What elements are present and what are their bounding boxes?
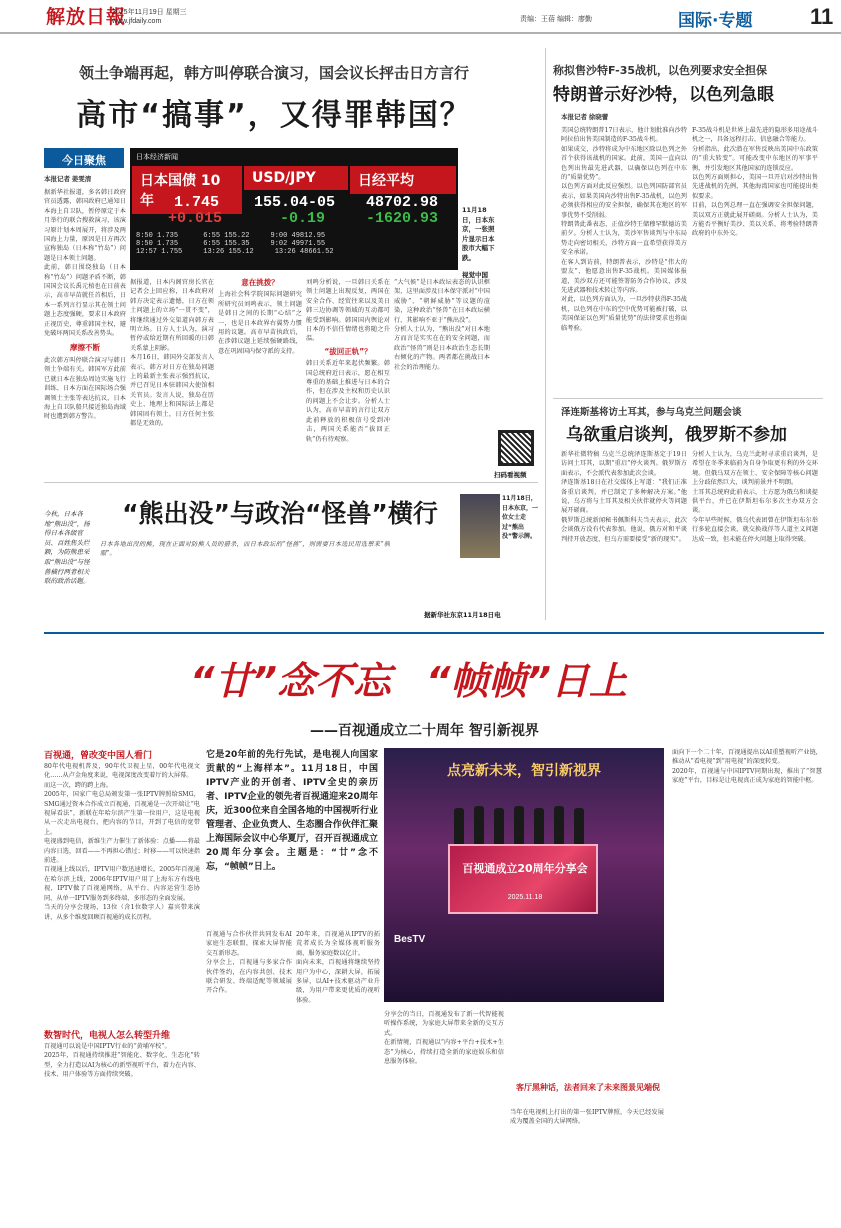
paragraph: 当年在电视机上打出的第一张IPTV牌照，今天已经发展成为覆盖全国的大屏网络。 [510,1109,664,1126]
ticker-cell: 9:00 [270,232,288,240]
paragraph: 百视通上线以后，IPTV用户数迅速增长，2005年百视通在哈尔滨上线，2006年IPTV用户用了上海东方有线电视，IPTV做了百视通网络，从平台、内容运营生态协同，从单一IPTV服务到多终端、多形态的全面发展。 [44,866,200,902]
market-ticker-photo [130,148,458,270]
ukraine-article-title: 乌欲重启谈判，俄罗斯不参加 [566,425,787,445]
paragraph: 韩日关系近年来起伏频繁。韩国总统府近日表示，愿在相互尊重的基础上推进与日本的合作，但在涉及主权和历史认识的问题上不会让步。分析人士认为，高市早苗的言行让双方此前释放的积极信号受到冲击，两国关系能否“拔回正轨”仍有待观察。 [306,360,390,443]
bestv-headline-part1: “廿”念不忘 [190,659,391,703]
paragraph: 此前，韩日围绕独岛（日本称“竹岛”）问题矛盾不断，韩国国会议长禹元植也在日前表示，高市早苗就任首相后，日本一系列言行显示其在领土问题上态度强硬，要求日本政府正视历史，尊重韩国主权，避免破坏两国关系改善势头。 [44,264,126,338]
paragraph: 特朗普此番表态，正值沙特王储穆罕默德访美前夕。分析人士认为，美沙军售谈判与中东局势走向密切相关，沙特方面一直希望获得美方安全承诺。 [561,221,687,257]
bestv-section2-head: 数智时代，电视人怎么转型升维 [44,1031,171,1041]
paragraph: 今年早些时候，俄乌代表团曾在伊斯坦布尔举行多轮直接会谈，就交换战俘等人道主义问题达成一致，但未能在停火问题上取得突破。 [692,516,818,543]
ticker-photo-credit: 视觉中国 [462,271,488,279]
bestv-subtitle: ——百视通成立二十周年 智引新视界 [310,723,539,739]
ticker-cell: 1.735 [157,240,179,248]
bestv-col4-text [384,1010,504,1222]
bear-article-body [100,540,390,602]
paragraph: 对此，以色列方面认为，一旦沙特获得F-35战机，以色列在中东的空中优势可能被打破，以美国保证以色列“质量优势”的法律要求也将面临考验。 [561,296,687,332]
saudi-article-col1 [561,126,687,388]
ticker-cell: 1.755 [161,248,183,256]
bestv-col1b-text [44,1042,200,1222]
ticker-photo-caption: 11月18日，日本东京，一张照片显示日本股市大幅下跌。 [462,206,495,262]
column-divider [545,48,546,620]
paragraph: 新华社微特稿 乌克兰总统泽连斯基定于19日访问土耳其，以期“重启”停火谈判。俄罗斯方面表示，不会派代表参加此次会谈。 [561,451,687,477]
ticker-cell: 6:55 [203,240,221,248]
section-subhead: 摩擦不断 [70,342,100,352]
section-subhead: “拔回正轨”？ [324,346,372,356]
ticker-change-usdjpy: -0.19 [280,210,326,227]
qr-code-icon[interactable] [498,430,534,466]
ticker-cell: 13:26 [274,248,296,256]
bestv-event-photo [384,748,664,1002]
japan-article-col5 [394,278,490,468]
bear-article-title: “熊出没”与政治“怪兽”横行 [122,499,438,528]
paragraph: 目前，以色列总理一直在强调安全担保问题，美以双方正就此展开磋商。分析人士认为，美方能否平衡好美沙、美以关系，将考验特朗普政府的中东外交。 [692,202,818,238]
photo-banner: 点亮新未来，智引新视界 [447,763,601,779]
issue-date: 2025年11月19日 星期三 [112,9,187,16]
paragraph: 俄罗斯总统新闻秘书佩斯科夫当天表示，此次会谈俄方没有代表参加。他说，俄方对和平谈判持开放态度，但乌方需要接受“新的现实”。 [561,516,687,543]
japan-article-subtitle: 领土争端再起，韩方叫停联合演习，国会议长抨击日方言行 [78,64,469,82]
stage-screen [448,844,598,914]
japan-article-col1 [44,188,126,470]
paragraph: 当天的分享会现场，13位（含1位数字人）嘉宾带来演讲，从多个维度回顾百视通的成长历程。 [44,904,200,921]
bestv-col3-text [296,930,380,1222]
paragraph: 百视通与合作伙伴共同发布AI家庭生态联盟，探索大屏智能交互新形态。 [206,931,292,957]
ticker-header-bond: 日本国债 10年 [132,166,242,214]
ticker-cell: 9:02 [270,240,288,248]
paragraph: 据新华社报道，多名韩日政府官员透露，韩国政府已通知日本海上自卫队，暂停原定于本月举行的联合搜救演习，该演习原计划本周展开，将涉及两国海上力量，原因是日方再次宣称独岛（日本称“竹岛”）问题是日本领土问题。 [44,189,126,262]
person-figure [514,806,524,844]
paragraph: 80年代电视机普及，90年代卫视上星，00年代电视文化……从卢金角度来说，电视深度改变着厅的大屏幕。 [44,763,200,780]
ticker-change-nikkei: -1620.93 [366,210,439,227]
japan-article-col3 [218,278,302,470]
paragraph: 分析指出，此次潜在军售反映出美国中东政策的“重大转变”。可能改变中东地区的军事平衡，并引发地区其他国家的连锁反应。 [692,145,818,172]
paragraph: 日本各地出没的熊，现在正面对防熊人员的猎杀，而日本政坛的“怪兽”，则需要日本选民用选票来“驯服”。 [100,541,390,558]
ticker-cell: 49812.95 [291,232,326,240]
ticker-rows [136,232,452,256]
saudi-article-byline: 本报记者 徐晓蕾 [561,114,609,121]
bestv-headline [190,650,710,720]
paragraph: 分析人士认为，“熊出没”对日本地方而言是实实在在的安全问题，而政治“怪兽”则是日本政治生态长期右倾化的产物。两者都在挑战日本社会的治理能力。 [394,326,490,371]
person-figure [554,806,564,844]
paragraph: “大气候”是日本政坛表态的认识框架，这里面涉及日本保守派对“中国威胁”、“朝鲜威胁”等议题的渲染，这种政治“怪兽”在日本政坛横行，其影响不亚于“熊出没”。 [394,279,490,324]
paragraph: 2005年，国家广电总局颁发第一张IPTV牌照给SMG，SMG通过资本合作成立百视通，百视通是一次开端让“电视屏看法”，新联在年哈尔滨产生第一位用户，这是电视从一次走出电视台，把内容的节目，开到了电信的宽带上。 [44,791,200,836]
ukraine-article-col1 [561,450,687,610]
ticker-cell: 6:55 [203,232,221,240]
divider [553,398,823,399]
bestv-section1-head: 百视通，曾改变中国人看门 [44,751,153,761]
paragraph: 电视盛到电信，新维生产力催生了新体验：点播——将最内容日选，回看——不再担心错过；时移——可以快速指前进。 [44,838,200,865]
ticker-cell: 48661.52 [299,248,334,256]
ticker-change-bond: +0.015 [168,210,223,227]
ticker-cell: 8:50 [136,240,153,248]
ticker-value-usdjpy: 155.04-05 [254,194,336,211]
bestv-col2-text [206,930,292,1222]
ticker-cell: 1.735 [157,232,179,240]
bear-side-caption: 今秋，日本各地“熊出没”，扬得日本各级官员、百姓焦头烂额，为防熊患采取“熊出没”与怪兽横行两者相关联的政治话题。 [44,510,90,586]
japan-article-col4 [306,278,390,470]
paragraph: 分享会的当日，百视通发布了新一代智能视听操作系统，为家庭大屏带来全新的交互方式。 [384,1011,504,1037]
paragraph: 以色列方面对此反应强烈。以色列国防部官员表示，如果美国向沙特出售F-35战机，以色列必须获得相应的安全担保，确保其在地区的军事优势不受削弱。 [561,183,687,219]
bear-photo-credit: 据新华社东京11月18日电 [424,611,501,619]
ticker-cell: 12:57 [136,248,158,256]
paragraph: 而这一次，跨的跨上海。 [44,781,113,789]
person-figure [494,808,504,844]
paragraph: 本月16日，韩国外交部发言人表示，韩方对日方在独岛问题上的最新主张表示强烈抗议，并已召见日本驻韩国大使馆相关官员。发言人说，独岛在历史上、地理上和国际法上都是韩国固有领土，日方任何主张都是无效的。 [130,354,214,428]
paragraph: 以色列方面则担心，美国一旦开启对沙特出售先进战机的先例，其他海湾国家也可能提出类似要求。 [692,174,818,200]
ukraine-article-subtitle: 泽连斯基将访土耳其，参与乌克兰问题会谈 [561,407,742,418]
qr-label: 扫码看视频 [494,471,527,479]
ticker-cell: 155.22 [224,232,250,240]
ticker-brand: 日本经济新闻 [136,154,178,161]
section-title: 国际·专题 [678,11,753,31]
bestv-headline-part2: “帧帧”日上 [426,659,627,703]
paragraph: 据报道，日本内阁官房长官在记者会上回应称，日本政府对韩方决定表示遗憾，日方在领土问题上的立场“一贯不变”，将继续通过外交渠道向韩方表明立场。日方人士认为，演习暂停或给近期有所回暖的日韩关系蒙上阴影。 [130,279,214,352]
masthead [0,0,841,34]
paragraph: 20年来，百视通从IPTV的拓荒者成长为全媒体视听服务商，服务家庭数以亿计。 [296,931,380,957]
paragraph: 泽连斯基18日在社交媒体上写道：“我们正准备重启谈判，并已制定了多种解决方案。”他说，乌方将与土耳其及相关伙伴就停火等问题展开磋商。 [561,479,687,515]
ticker-header-nikkei: 日经平均 [350,166,456,194]
ticker-row [136,248,452,256]
paragraph: 土耳其总统府此前表示，土方愿为俄乌和谈提供平台，并已在伊斯坦布尔多次主办双方会谈。 [692,488,818,515]
paragraph: 此次韩方叫停联合演习与韩日领土争端有关。韩国军方此前已就日本在独岛周边实施飞行训练、日本方面在国际场合强调领土主张等表达抗议，日本海上自卫队船只接近独岛海域时也遭到韩方警告。 [44,356,126,421]
bestv-section3-head: 客厅黑种话，法者回来了未来图景见端倪 [516,1083,660,1092]
person-figure [534,808,544,844]
saudi-article-col2 [692,126,818,388]
bestv-col6-text [672,748,822,1222]
ukraine-article-col2 [692,450,818,610]
bestv-lead: 它是20年前的先行先试，是电视人向国家贡献的“上海样本”。11月18日，中国IPTV产业的开创者、IPTV全史的亲历者、IPTV企业的领先者百视通迎来20周年庆，近300位来自全国各地的中国视听行业管理者、企业负责人、生态圈合作伙伴汇聚上海国际会议中心华夏厅，召开百视通成立20周年分享会。主题是：“廿”念不忘，“帧帧”日上。 [206,750,378,872]
section-divider [44,632,824,634]
bestv-col1-text [44,762,200,1020]
today-focus-tag: 今日聚焦 [44,148,124,168]
paragraph: F-35战斗机是世界上最先进的隐形多用途战斗机之一，具备远程打击、信息融合等能力。 [692,127,818,144]
paragraph: 百视通可以说是中国IPTV行业的“黄埔军校”。 [44,1043,171,1050]
saudi-article-subtitle: 称拟售沙特F-35战机，以色列要求安全担保 [553,64,768,77]
ticker-header-usdjpy: USD/JPY [244,166,348,190]
saudi-article-title: 特朗普示好沙特，以色列急眼 [553,85,774,105]
ticker-cell: 155.35 [224,240,250,248]
bestv-col5-text [510,1108,664,1222]
editor-credits: 责编：王蓓 编辑：廖勤 [520,16,592,23]
ticker-cell: 155.12 [228,248,254,256]
divider [44,482,538,483]
person-figure [474,806,484,844]
paragraph: 2025年，百视通持续推进“智能化、数字化、生态化”转型，全力打造以AI为核心的新型视听平台，着力在内容、技术、用户体验等方面持续突破。 [44,1052,200,1079]
paragraph: 如果成交，沙特将成为中东地区除以色列之外首个获得该战机的国家。此前，美国一直向以色列出售最先进武器，以确保以色列在中东的“质量优势”。 [561,145,687,182]
ticker-value-nikkei: 48702.98 [366,194,439,211]
paragraph: 在客人到访前，特朗普表示，沙特是“伟大的盟友”，他愿意出售F-35战机。美国媒体报道，美沙双方还可能签署防务合作协议，涉及先进武器和技术转让等内容。 [561,258,687,294]
bear-sign-photo [460,494,500,558]
paragraph: 美国总统特朗普17日表示，他计划批准向沙特阿拉伯出售美国制造的F-35战斗机。 [561,127,687,144]
paragraph: 在新情境，百视通以“内容+平台+技术+生态”为核心，持续打造全新的家庭娱乐和信息服务体验。 [384,1039,504,1066]
ticker-cell: 8:50 [136,232,153,240]
paragraph: 刘鸣分析说，一旦韩日关系在领土问题上出现反复，两国在安全合作、经贸往来以及美日韩三边协调等领域的互动都可能受到影响。韩国国内舆论对日本的不信任情绪也将随之升温。 [306,279,390,343]
bear-photo-caption: 11月18日，日本东京，一位女士走过“熊出没”警示牌。 [502,495,539,541]
ticker-row [136,240,452,248]
website-url[interactable]: www.jfdaily.com [112,18,162,25]
japan-article-byline: 本报记者 姜雯淯 [44,176,92,183]
paragraph: 2020年，百视通与中国IPTV同期出现，推出了“智慧家庭”平台，目标是让电视真正成为家庭的智能中枢。 [672,767,822,785]
paragraph: 分析人士认为，乌克兰此时寻求重启谈判，是希望在冬季来临前为自身争取更有利的外交环境。但俄乌双方在领土、安全保障等核心问题上分歧依然巨大，谈判前景并不明朗。 [692,451,818,487]
paragraph: 上海社会科学院国际问题研究所研究员刘鸣表示，领土问题是韩日之间的长期“心结”之一，也是日本政界右翼势力惯用的议题。高市早苗执政后，在涉韩议题上延续强硬路线，意在巩固国内保守派的支持。 [218,291,302,355]
photo-brand-logo: BesTV [394,934,426,945]
stage-screen-date: 2025.11.18 [507,894,543,901]
paragraph: 面向下一个二十年，百视通提出以AI重塑视听产业链，推动从“看电视”到“用电视”的深度转变。 [672,749,822,766]
paragraph: 分享会上，百视通与多家合作伙伴签约，在内容共创、技术联合研发、终端适配等领域展开合作。 [206,959,292,995]
person-figure [454,808,464,844]
ticker-cell: 13:26 [203,248,225,256]
person-figure [574,808,584,844]
page-number: 11 [810,4,834,29]
ticker-value-bond: 1.745 [174,194,220,211]
japan-article-col2 [130,278,214,470]
ticker-cell: 49971.55 [291,240,326,248]
japan-article-title: 高市“搞事”，又得罪韩国？ [76,98,472,133]
newspaper-logo: 解放日報 [46,6,127,28]
ticker-row [136,232,452,240]
stage-screen-title: 百视通成立20周年分享会 [462,862,588,875]
paragraph: 面向未来，百视通将继续坚持用户为中心，深耕大屏，拓展多屏，以AI+技术驱动产业升级，为用户带来更优质的视听体验。 [296,959,380,1004]
section-subhead: 意在挑拨？ [241,278,279,287]
